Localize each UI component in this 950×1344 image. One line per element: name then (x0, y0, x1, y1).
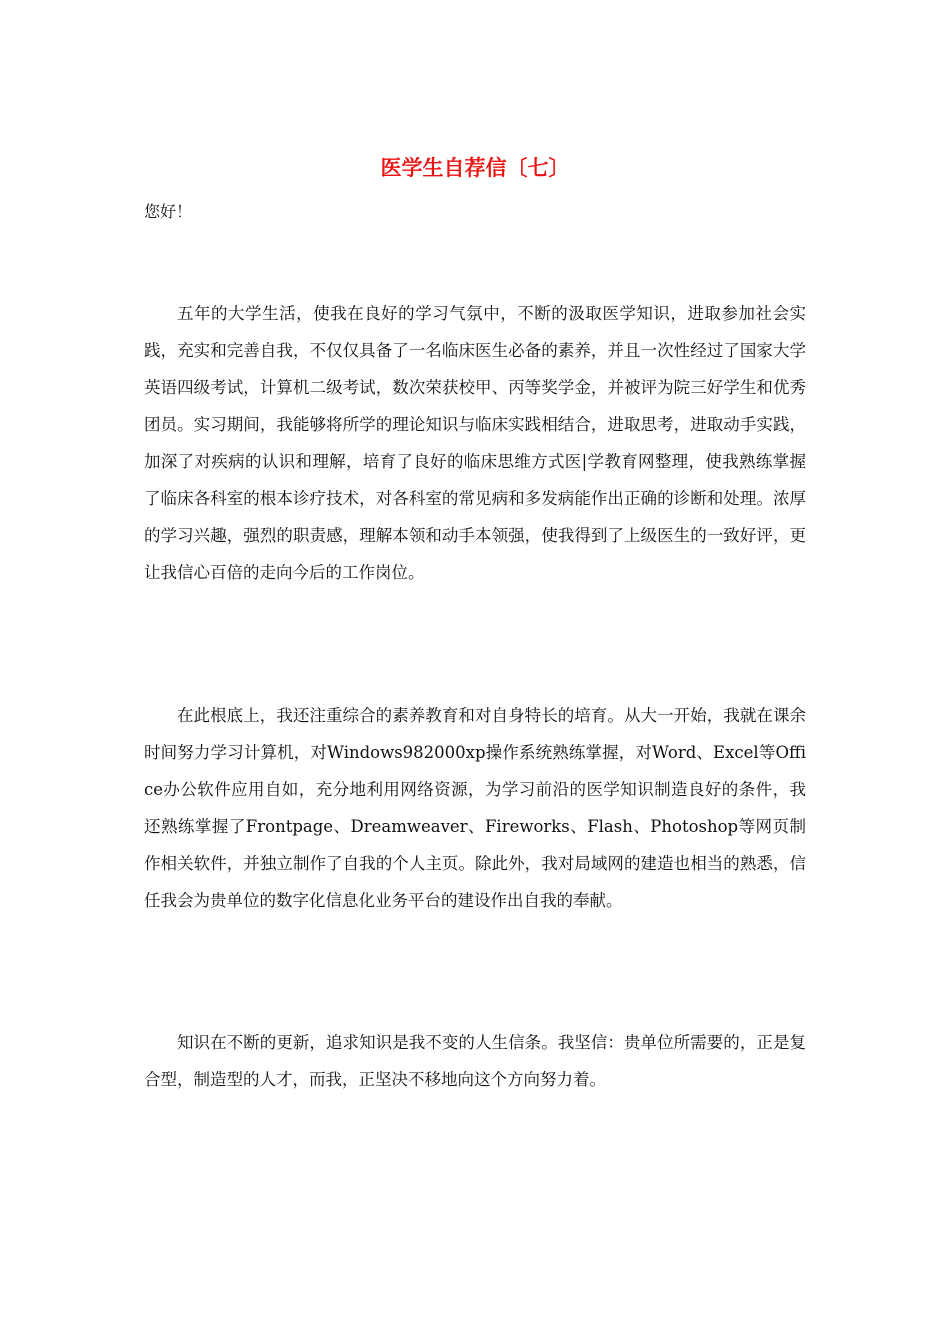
paragraph-skills: 在此根底上，我还注重综合的素养教育和对自身特长的培育。从大一开始，我就在课余时间努力学习计算机，对Windows982000xp操作系统熟练掌握，对Word、Excel等Office办公软件应用自如，充分地利用网络资源，为学习前沿的医学知识制造良好的条件，我还熟练掌握了Frontpage、Dreamweaver、Fireworks、Flash、Photoshop等网页制作相关软件，并独立制作了自我的个人主页。除此外，我对局域网的建造也相当的熟悉，信任我会为贵单位的数字化信息化业务平台的建设作出自我的奉献。 (144, 706, 806, 910)
document-title: 医学生自荐信〔七〕 (380, 156, 570, 180)
greeting: 您好！ (144, 202, 193, 221)
paragraph-closing: 知识在不断的更新，追求知识是我不变的人生信条。我坚信：贵单位所需要的，正是复合型，制造型的人才，而我，正坚决不移地向这个方向努力着。 (144, 1033, 806, 1089)
paragraph-education: 五年的大学生活，使我在良好的学习气氛中，不断的汲取医学知识，进取参加社会实践，充实和完善自我，不仅仅具备了一名临床医生必备的素养，并且一次性经过了国家大学英语四级考试，计算机二级考试，数次荣获校甲、丙等奖学金，并被评为院三好学生和优秀团员。实习期间，我能够将所学的理论知识与临床实践相结合，进取思考，进取动手实践，加深了对疾病的认识和理解，培育了良好的临床思维方式医|学教育网整理，使我熟练掌握了临床各科室的根本诊疗技术，对各科室的常见病和多发病能作出正确的诊断和处理。浓厚的学习兴趣，强烈的职责感，理解本领和动手本领强，使我得到了上级医生的一致好评，更让我信心百倍的走向今后的工作岗位。 (144, 304, 806, 582)
